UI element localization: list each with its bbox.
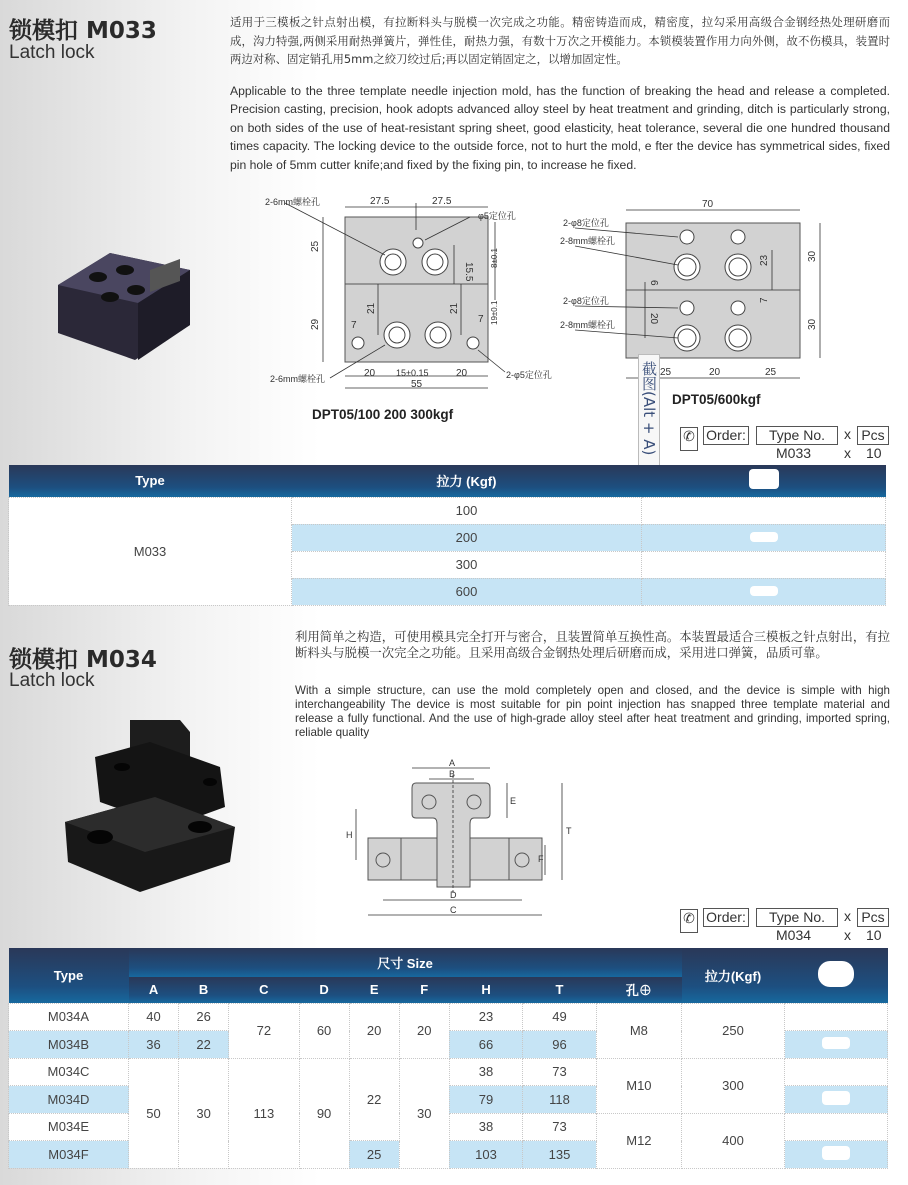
svg-text:B: B: [449, 769, 456, 779]
cell-t: 135: [523, 1141, 597, 1169]
svg-text:7: 7: [759, 297, 770, 303]
type-cell: M034F: [9, 1141, 129, 1169]
svg-text:23: 23: [759, 254, 770, 266]
phone-icon: ✆: [680, 427, 698, 451]
force-cell: 100: [292, 497, 642, 524]
screenshot-tooltip: 截图(Alt + A): [638, 354, 660, 476]
order-type-value: M034: [776, 927, 812, 943]
svg-text:25: 25: [310, 240, 321, 252]
m033-description-cn: 适用于三模板之针点射出模，有拉断料头与脱模一次完成之功能。精密铸造而成，精密度，拉勾采用高级合金钢经热处理研磨而成，沟力特强,两侧采用耐热弹簧片，弹性佳，耐热力强，有数十万次之开模能力。本锁模装置作用力向外侧，故不伤模具，装置时两边对称、固定销孔用5mm之絞刀绞过后;再以固定销固定之，以增加固定性。: [230, 15, 890, 66]
m034-description-cn: 利用简单之构造，可使用模具完全打开与密合，且装置简单互换性高。本装置最适合三模板之针点射出，有拉断料头与脱模一次完全之功能。且采用高级合金钢热处理后研磨而成，采用进口弹簧，品质可靠。: [295, 629, 890, 660]
svg-text:20: 20: [364, 368, 376, 379]
svg-text:2-φ8定位孔: 2-φ8定位孔: [563, 218, 609, 228]
col-t: T: [523, 977, 597, 1003]
cell-c: 72: [229, 1003, 299, 1058]
col-type: Type: [9, 465, 292, 497]
type-cell: M034B: [9, 1031, 129, 1059]
svg-text:27.5: 27.5: [432, 196, 452, 207]
m033-product-image: [40, 215, 205, 375]
m034-spec-table: [8, 948, 888, 1169]
svg-text:E: E: [510, 796, 517, 806]
svg-text:T: T: [566, 826, 572, 836]
cell-h: 38: [449, 1058, 523, 1086]
cell-blank: [785, 1003, 888, 1031]
m034-subtitle: Latch lock: [9, 670, 95, 691]
m033-order-box: [680, 425, 890, 463]
force-cell: 600: [292, 578, 642, 605]
svg-text:30: 30: [807, 318, 818, 330]
col-blank: [785, 948, 888, 1003]
col-size: 尺寸 Size: [129, 948, 682, 977]
order-x-2: x: [844, 445, 851, 461]
col-h: H: [449, 977, 523, 1003]
m034-product-image: [60, 712, 250, 902]
cell-blank: [785, 1031, 888, 1059]
m033-description-en: Applicable to the three template needle injection mold, has the function of breaking the head and release a completed. Precision casting, precision, hook adopts advanced alloy steel by heat treatment and grinding, ditch is particularly strong, on both sides of the use of heat-resistant spring sheet, good elasticity, heat tolerance, several die one hundred thousand times capacity. The locking device to the outside force, not to hurt the mold, e fter the device has symmetrical sides, fixed pin hole of 5mm cutter knife;and fixed by the fixing pin, to increase he fixed.: [230, 84, 890, 172]
svg-text:2-φ8定位孔: 2-φ8定位孔: [563, 296, 609, 306]
cell-a: 40: [129, 1003, 179, 1031]
svg-text:8±0.1: 8±0.1: [490, 248, 499, 268]
cell-e: 25: [349, 1141, 399, 1169]
col-b: B: [179, 977, 229, 1003]
table-row: [9, 1058, 888, 1086]
m033-spec-table: [8, 465, 886, 606]
cell-b: 26: [179, 1003, 229, 1031]
order-type-value: M033: [776, 445, 812, 461]
m033-diagram1-caption: DPT05/100 200 300kgf: [312, 407, 454, 422]
m034-title: 锁模扣 M034: [9, 647, 157, 673]
cell-blank: [785, 1058, 888, 1086]
phone-icon: ✆: [680, 909, 698, 933]
cell-d: 90: [299, 1058, 349, 1168]
order-type-header: Type No.: [756, 426, 838, 445]
order-pcs-header: Pcs: [857, 426, 889, 445]
svg-text:21: 21: [449, 302, 460, 314]
m033-diagram-dpt05-600: [555, 190, 825, 390]
cell-a: 50: [129, 1058, 179, 1168]
cell-f: 30: [399, 1058, 449, 1168]
cell-h: 79: [449, 1086, 523, 1114]
svg-text:7: 7: [478, 314, 484, 325]
cell-t: 73: [523, 1113, 597, 1141]
svg-text:2-6mm螺栓孔: 2-6mm螺栓孔: [265, 197, 321, 207]
cell-f: 20: [399, 1003, 449, 1058]
svg-text:15±0.15: 15±0.15: [396, 368, 429, 378]
svg-text:2-φ5定位孔: 2-φ5定位孔: [506, 370, 552, 380]
svg-text:F: F: [538, 854, 544, 864]
cell-blank: [785, 1086, 888, 1114]
order-pcs-value: 10: [866, 927, 882, 943]
col-c: C: [229, 977, 299, 1003]
type-cell: M034C: [9, 1058, 129, 1086]
order-label: Order:: [703, 908, 749, 927]
cell-c: 113: [229, 1058, 299, 1168]
order-label: Order:: [703, 426, 749, 445]
cell-blank: [785, 1141, 888, 1169]
m033-diagram2-caption: DPT05/600kgf: [672, 392, 761, 407]
m033-subtitle: Latch lock: [9, 42, 95, 63]
svg-text:20: 20: [709, 367, 721, 378]
cell-force: 400: [682, 1113, 785, 1168]
m034-order-box: [680, 907, 890, 945]
order-pcs-header: Pcs: [857, 908, 889, 927]
cell-force: 250: [682, 1003, 785, 1058]
cell-hole: M8: [596, 1003, 681, 1058]
svg-text:15.5: 15.5: [463, 262, 474, 282]
m033-diagram-dpt05-100: [260, 190, 580, 390]
cell-t: 49: [523, 1003, 597, 1031]
col-d: D: [299, 977, 349, 1003]
svg-text:55: 55: [411, 379, 423, 390]
svg-text:20: 20: [456, 368, 468, 379]
cell-blank: [785, 1113, 888, 1141]
m034-diagram: [340, 755, 580, 925]
m034-description-en: With a simple structure, can use the mold completely open and closed, and the device is simple with high interchangeability The device is most suitable for pin point injection has snapped three template material and release a fully functional. And the use of high-grade alloy steel after heat treatment and grinding, imported spring, reliable quality: [295, 684, 890, 739]
cell-h: 103: [449, 1141, 523, 1169]
type-cell: M034A: [9, 1003, 129, 1031]
type-cell: M033: [9, 497, 292, 605]
svg-text:19±0.1: 19±0.1: [490, 300, 499, 325]
svg-text:2-8mm螺栓孔: 2-8mm螺栓孔: [560, 320, 616, 330]
col-e: E: [349, 977, 399, 1003]
m033-title: 锁模扣 M033: [9, 18, 157, 44]
svg-text:φ5定位孔: φ5定位孔: [478, 211, 516, 221]
order-pcs-value: 10: [866, 445, 882, 461]
svg-text:2-6mm螺栓孔: 2-6mm螺栓孔: [270, 374, 326, 384]
svg-text:70: 70: [702, 199, 714, 210]
svg-text:30: 30: [807, 250, 818, 262]
cell-force: 300: [682, 1058, 785, 1113]
cell-t: 73: [523, 1058, 597, 1086]
cell-b: 22: [179, 1031, 229, 1059]
svg-text:D: D: [450, 890, 457, 900]
cell-hole: M10: [596, 1058, 681, 1113]
cell-e: 22: [349, 1058, 399, 1141]
svg-text:20: 20: [648, 313, 659, 325]
force-cell: 300: [292, 551, 642, 578]
col-type: Type: [9, 948, 129, 1003]
order-x: x: [844, 426, 851, 442]
order-x: x: [844, 908, 851, 924]
order-x-2: x: [844, 927, 851, 943]
type-cell: M034D: [9, 1086, 129, 1114]
order-type-header: Type No.: [756, 908, 838, 927]
svg-text:29: 29: [310, 318, 321, 330]
cell-a: 36: [129, 1031, 179, 1059]
svg-text:6: 6: [648, 280, 659, 286]
force-cell: 200: [292, 524, 642, 551]
col-force: 拉力 (Kgf): [292, 465, 642, 497]
cell-h: 23: [449, 1003, 523, 1031]
svg-text:H: H: [346, 830, 353, 840]
svg-text:25: 25: [765, 367, 777, 378]
type-cell: M034E: [9, 1113, 129, 1141]
cell-t: 118: [523, 1086, 597, 1114]
cell-h: 38: [449, 1113, 523, 1141]
table-row: [9, 1003, 888, 1031]
svg-text:7: 7: [351, 320, 357, 331]
svg-text:25: 25: [660, 367, 672, 378]
cell-b: 30: [179, 1058, 229, 1168]
cell-h: 66: [449, 1031, 523, 1059]
cell-hole: M12: [596, 1113, 681, 1168]
col-blank: [642, 465, 886, 497]
cell-e: 20: [349, 1003, 399, 1058]
cell-t: 96: [523, 1031, 597, 1059]
col-f: F: [399, 977, 449, 1003]
svg-text:21: 21: [366, 302, 377, 314]
col-hole: 孔⊕: [596, 977, 681, 1003]
svg-text:27.5: 27.5: [370, 196, 390, 207]
col-a: A: [129, 977, 179, 1003]
svg-text:C: C: [450, 905, 457, 915]
svg-text:2-8mm螺栓孔: 2-8mm螺栓孔: [560, 236, 616, 246]
svg-text:A: A: [449, 758, 456, 768]
col-force: 拉力(Kgf): [682, 948, 785, 1003]
cell-d: 60: [299, 1003, 349, 1058]
